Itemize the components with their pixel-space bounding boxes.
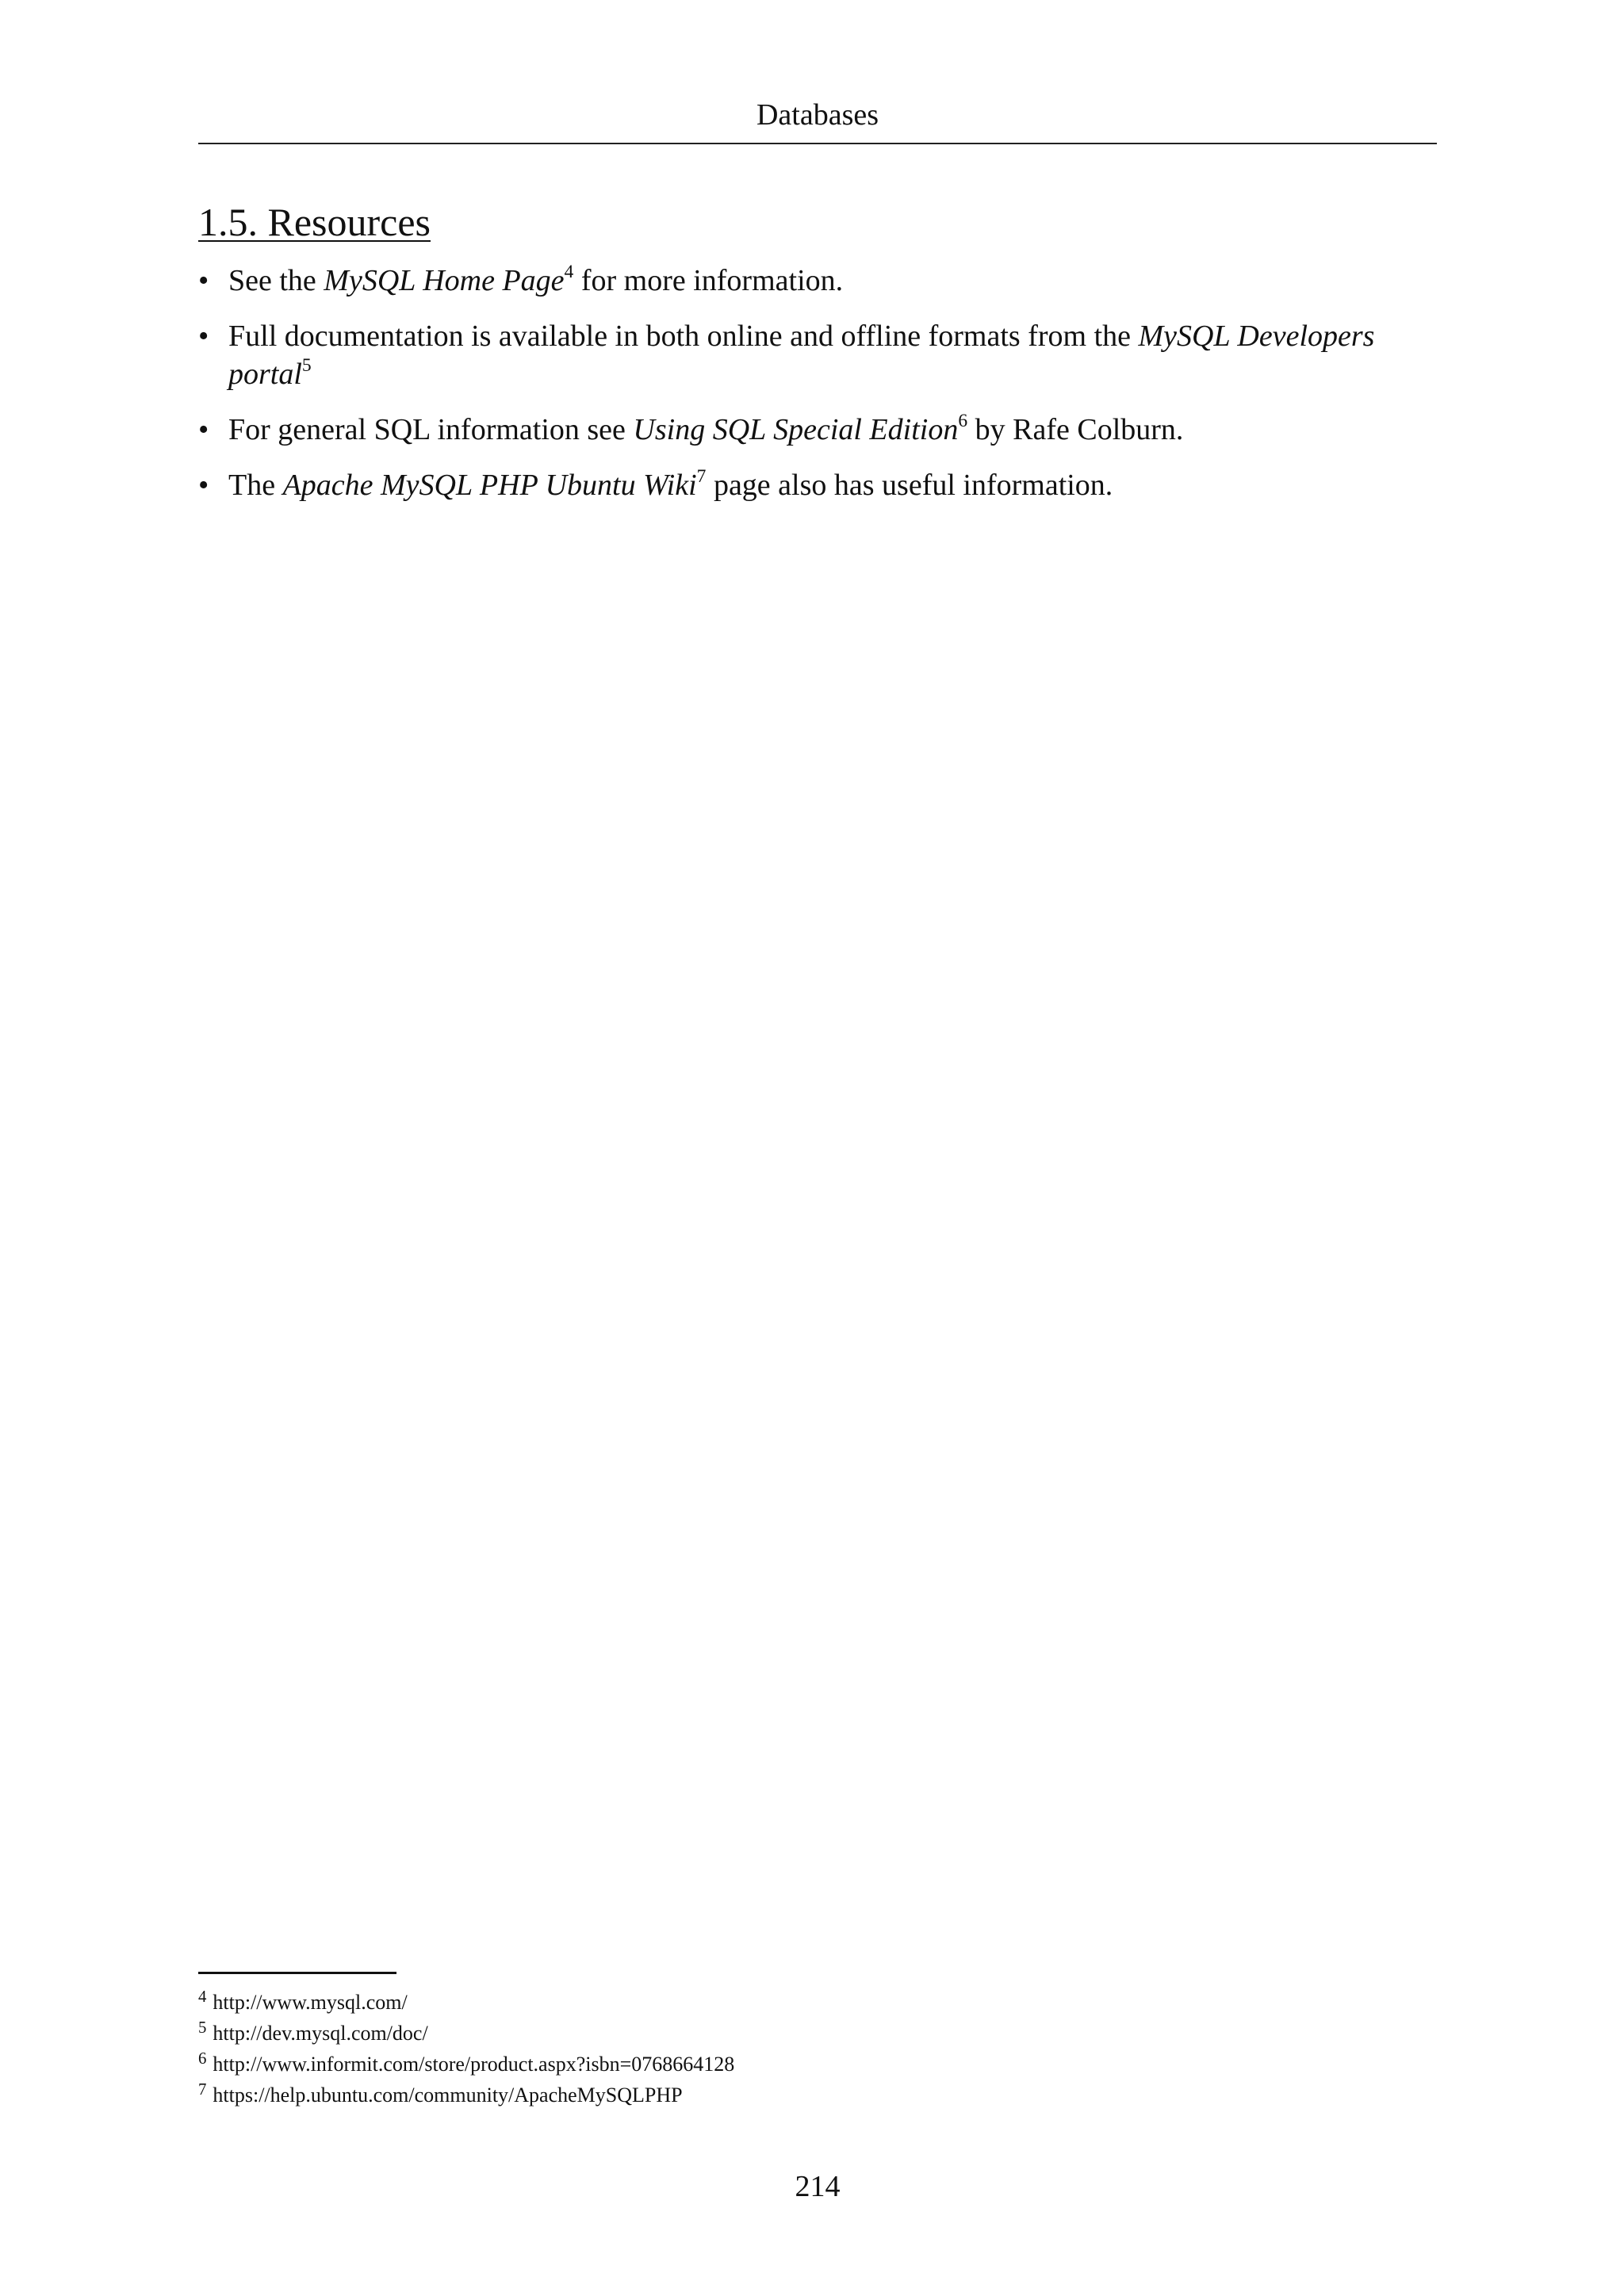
bullet-icon: • [198, 320, 209, 353]
footnote-ref: 7 [696, 465, 707, 487]
resource-list [198, 262, 1437, 522]
list-item [198, 466, 1437, 504]
footnote-url[interactable]: http://www.mysql.com/ [213, 1991, 408, 2014]
list-item-text: for more information. [573, 264, 844, 297]
list-item-text: The [228, 469, 283, 502]
list-item-text: by Rafe Colburn. [967, 413, 1184, 446]
running-header: Databases [756, 98, 879, 132]
using-sql-special-edition-link[interactable]: Using SQL Special Edition [633, 413, 959, 446]
header-rule [198, 143, 1437, 144]
footnote [198, 2049, 1437, 2080]
mysql-home-page-link[interactable]: MySQL Home Page [324, 264, 565, 297]
footnote-ref: 5 [301, 354, 312, 376]
footnote-url[interactable]: http://www.informit.com/store/product.aspx?isbn=0768664128 [213, 2053, 735, 2076]
bullet-icon: • [198, 264, 209, 297]
footnote [198, 1987, 1437, 2018]
apache-mysql-php-ubuntu-wiki-link[interactable]: Apache MySQL PHP Ubuntu Wiki [282, 469, 697, 502]
footnote-ref: 6 [958, 410, 968, 431]
bullet-icon: • [198, 469, 209, 502]
footnote [198, 2080, 1437, 2110]
list-item-text: Full documentation is available in both online and offline formats from the [228, 320, 1139, 353]
page-number: 214 [795, 2170, 841, 2203]
footnote-number: 4 [198, 1987, 207, 2006]
bullet-icon: • [198, 413, 209, 446]
footnote [198, 2018, 1437, 2049]
footnote-ref: 4 [564, 261, 574, 282]
footnotes [198, 1987, 1437, 2110]
footnote-number: 7 [198, 2080, 207, 2099]
list-item [198, 262, 1437, 300]
footnote-url[interactable]: http://dev.mysql.com/doc/ [213, 2022, 428, 2045]
section-title: 1.5. Resources [198, 200, 431, 244]
mysql-developers-portal-link[interactable]: MySQL Developers portal [228, 320, 1375, 391]
footnote-number: 6 [198, 2049, 207, 2068]
list-item-text: See the [228, 264, 324, 297]
list-item-text: page also has useful information. [706, 469, 1113, 502]
footnote-url[interactable]: https://help.ubuntu.com/community/ApacheMySQLPHP [213, 2084, 683, 2107]
footnote-rule [198, 1972, 396, 1974]
list-item [198, 411, 1437, 449]
footnote-number: 5 [198, 2018, 207, 2037]
list-item-text: For general SQL information see [228, 413, 634, 446]
list-item [198, 317, 1437, 393]
